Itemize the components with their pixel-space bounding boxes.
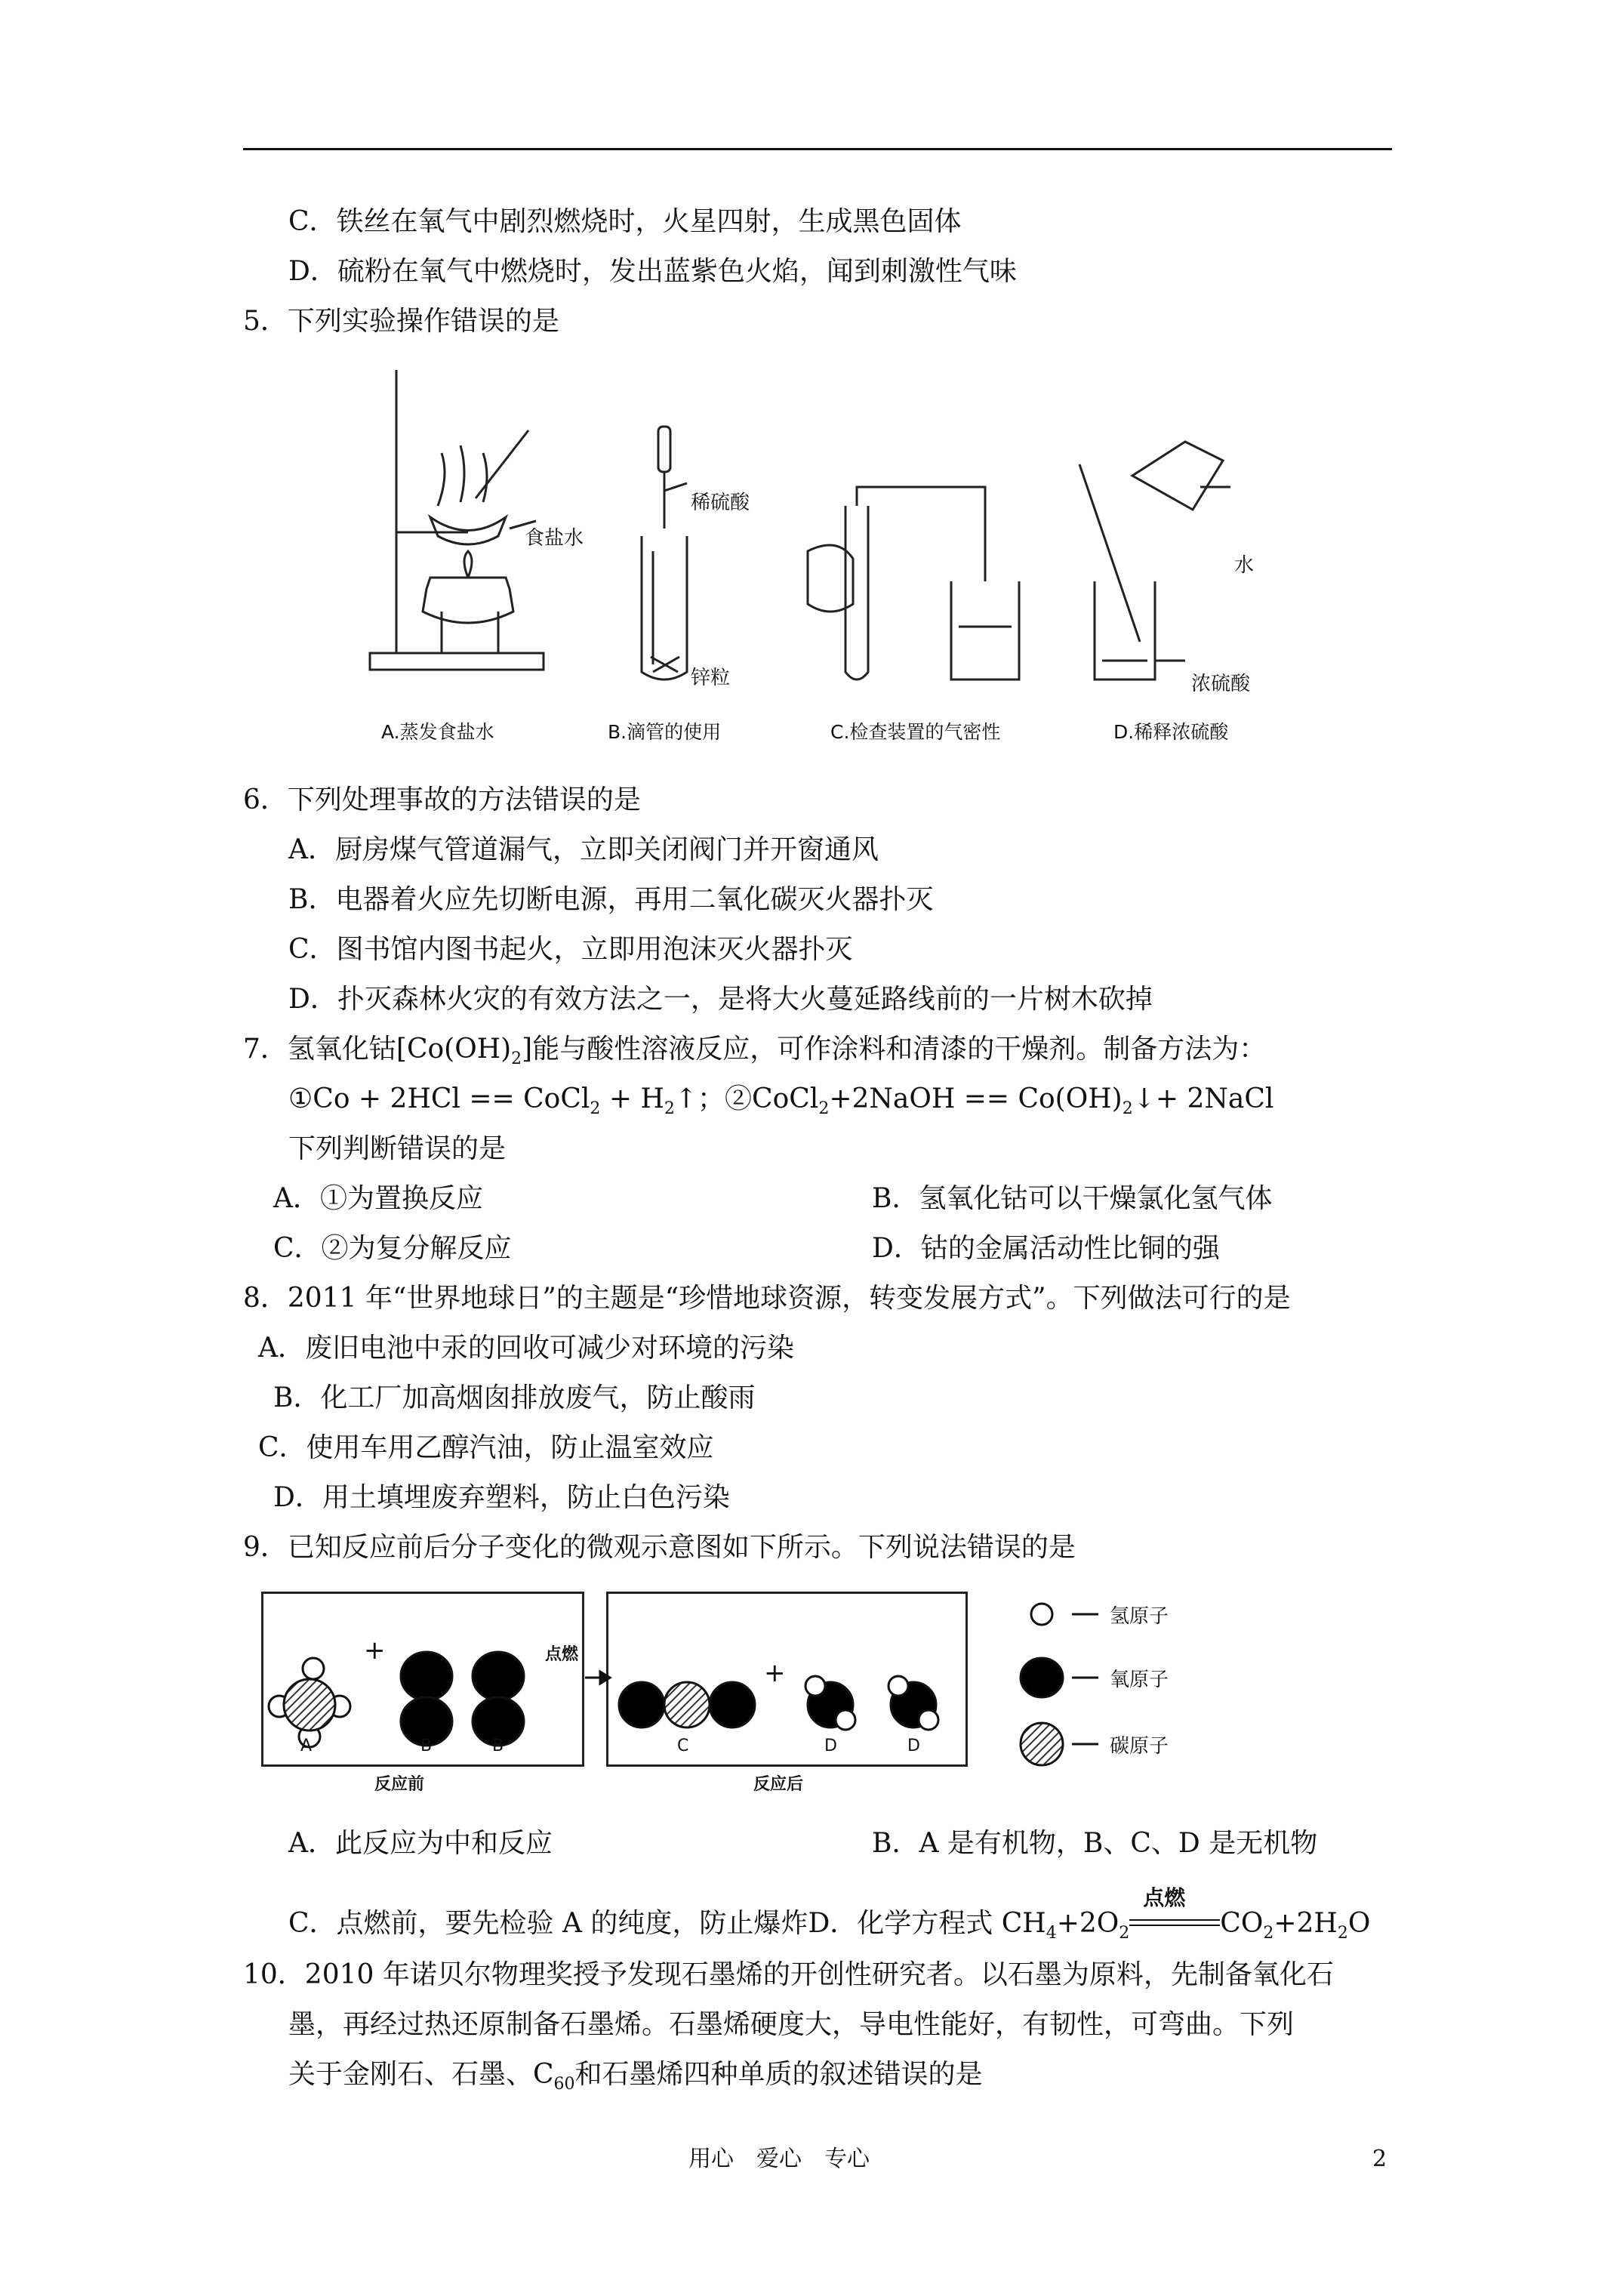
legend-symbols bbox=[1021, 1604, 1098, 1765]
q4-option-c: C．铁丝在氧气中剧烈燃烧时，火星四射，生成黑色固体 bbox=[288, 206, 962, 237]
dilution-setup-drawing bbox=[1079, 442, 1230, 680]
q4-option-d: D．硫粉在氧气中燃烧时，发出蓝紫色火焰，闻到刺激性气味 bbox=[288, 256, 1017, 287]
q5-apparatus-figure bbox=[355, 355, 1321, 763]
q7-stem: 7．氢氧化钴$[Co(OH)_2]$能与酸性溶液反应，可作涂料和清漆的干燥剂。制备方法为： bbox=[243, 1034, 1267, 1069]
after-reaction-caption: 反应后 bbox=[753, 1775, 804, 1794]
q9-stem: 9．已知反应前后分子变化的微观示意图如下所示。下列说法错误的是 bbox=[243, 1532, 1076, 1563]
footer-motto: 用心 爱心 专心 bbox=[688, 2146, 870, 2172]
molecule-label-d: D bbox=[824, 1737, 837, 1755]
q10-line-1: 10．2010 年诺贝尔物理奖授予发现石墨烯的开创性研究者。以石墨为原料，先制备氧化石 bbox=[243, 1959, 1334, 1990]
legend-oxygen: 氧原子 bbox=[1110, 1669, 1169, 1691]
figure-caption-a: A.蒸发食盐水 bbox=[381, 721, 494, 743]
q6-stem: 6．下列处理事故的方法错误的是 bbox=[243, 784, 641, 815]
salt-water-label: 食盐水 bbox=[525, 527, 584, 550]
water-label: 水 bbox=[1234, 554, 1255, 577]
oxygen-molecule bbox=[473, 1652, 524, 1746]
methane-molecule bbox=[269, 1658, 350, 1747]
oxygen-molecule bbox=[401, 1652, 452, 1746]
water-molecule bbox=[888, 1676, 938, 1730]
evaporation-setup-drawing bbox=[370, 370, 544, 670]
figure-caption-b: B.滴管的使用 bbox=[608, 721, 722, 743]
q8-option-b: B．化工厂加高烟囱排放废气，防止酸雨 bbox=[273, 1382, 756, 1413]
molecule-label-a: A bbox=[300, 1737, 313, 1755]
airtightness-setup-drawing bbox=[808, 487, 1019, 680]
legend-carbon: 碳原子 bbox=[1110, 1735, 1169, 1758]
molecule-label-b: B bbox=[492, 1737, 504, 1755]
conc-sulfuric-acid-label: 浓硫酸 bbox=[1191, 673, 1251, 695]
plus-sign: + bbox=[364, 1635, 386, 1666]
dropper-setup-drawing bbox=[642, 427, 687, 680]
dilute-sulfuric-acid-label: 稀硫酸 bbox=[691, 492, 750, 514]
arrow-condition-label: 点燃 bbox=[545, 1645, 579, 1664]
molecule-label-b: B bbox=[420, 1737, 433, 1755]
page-number: 2 bbox=[1372, 2146, 1387, 2172]
q8-stem: 8．2011 年“世界地球日”的主题是“珍惜地球资源，转变发展方式”。下列做法可行的是 bbox=[243, 1283, 1291, 1314]
header-rule bbox=[243, 148, 1392, 150]
zinc-granule-label: 锌粒 bbox=[691, 667, 731, 689]
carbon-dioxide-molecule bbox=[619, 1682, 755, 1727]
q6-option-c: C．图书馆内图书起火，立即用泡沫灭火器扑灭 bbox=[288, 934, 853, 965]
q5-stem: 5．下列实验操作错误的是 bbox=[243, 306, 559, 337]
molecule-label-c: C bbox=[677, 1737, 689, 1755]
q9-option-a: A．此反应为中和反应 bbox=[288, 1828, 553, 1859]
q7-sub-stem: 下列判断错误的是 bbox=[288, 1133, 507, 1164]
reaction-condition: 点燃 bbox=[1129, 1907, 1220, 1940]
q7-option-a: A．①为置换反应 bbox=[273, 1183, 483, 1214]
q8-option-a: A．废旧电池中汞的回收可减少对环境的污染 bbox=[258, 1333, 794, 1364]
q9-option-b: B．A 是有机物，B、C、D 是无机物 bbox=[872, 1828, 1318, 1859]
q6-option-d: D．扑灭森林火灾的有效方法之一，是将大火蔓延路线前的一片树木砍掉 bbox=[288, 984, 1153, 1015]
q6-option-a: A．厨房煤气管道漏气，立即关闭阀门并开窗通风 bbox=[288, 834, 879, 865]
plus-sign: + bbox=[764, 1658, 786, 1688]
q7-option-d: D．钴的金属活动性比铜的强 bbox=[872, 1233, 1220, 1264]
figure-caption-c: C.检查装置的气密性 bbox=[830, 721, 1001, 743]
q9-option-c: C．点燃前，要先检验 A 的纯度，防止爆炸D．化学方程式 $CH_4+2O_2$ 点燃 $CO_2+2H_2O$ bbox=[288, 1885, 1371, 1943]
q7-option-c: C．②为复分解反应 bbox=[273, 1233, 512, 1264]
q8-option-d: D．用土填埋废弃塑料，防止白色污染 bbox=[273, 1482, 730, 1513]
q10-line-3: 关于金刚石、石墨、$C_{60}$和石墨烯四种单质的叙述错误的是 bbox=[288, 2059, 983, 2094]
q8-option-c: C．使用车用乙醇汽油，防止温室效应 bbox=[258, 1432, 714, 1463]
q6-option-b: B．电器着火应先切断电源，再用二氧化碳灭火器扑灭 bbox=[288, 884, 934, 915]
figure-caption-d: D.稀释浓硫酸 bbox=[1113, 721, 1229, 743]
water-molecule bbox=[805, 1676, 855, 1730]
legend-hydrogen: 氢原子 bbox=[1110, 1605, 1169, 1628]
q7-option-b: B．氢氧化钴可以干燥氯化氢气体 bbox=[872, 1183, 1273, 1214]
before-reaction-caption: 反应前 bbox=[374, 1775, 425, 1794]
q7-equations: ①Co + 2HCl == CoCl$_2$ + $H_2↑$；②CoCl$_2$+2NaOH == $Co(OH)_2↓+$ 2NaCl bbox=[288, 1083, 1274, 1119]
q10-line-2: 墨，再经过热还原制备石墨烯。石墨烯硬度大，导电性能好，有韧性，可弯曲。下列 bbox=[288, 2009, 1295, 2040]
molecule-label-d: D bbox=[907, 1737, 920, 1755]
